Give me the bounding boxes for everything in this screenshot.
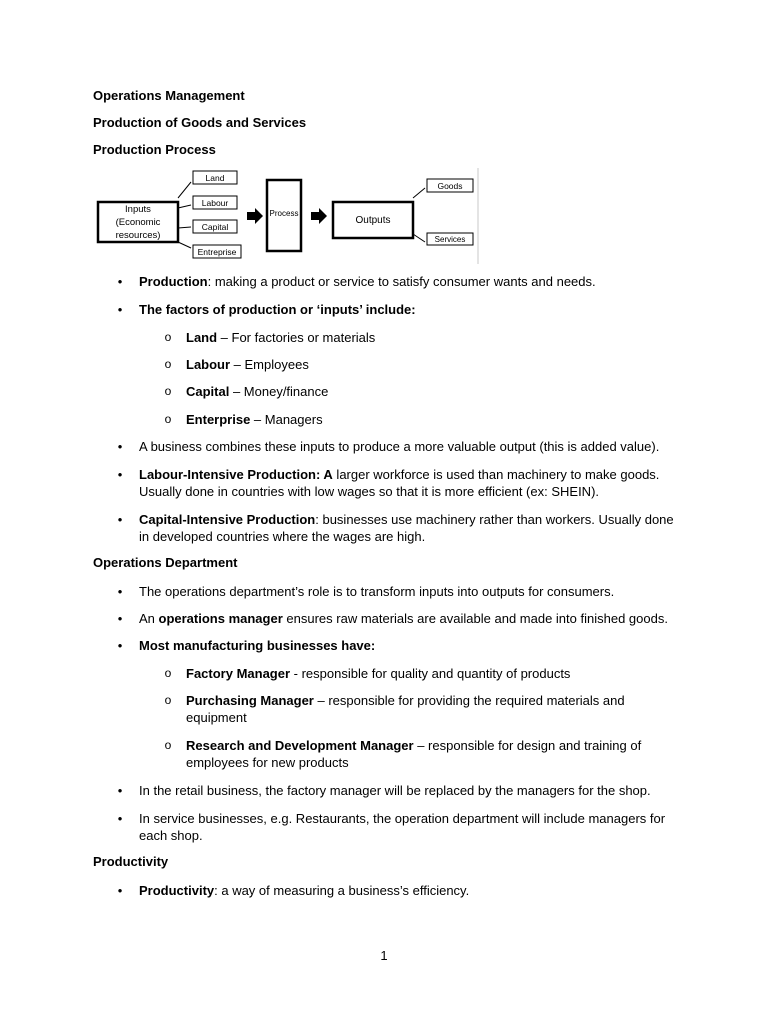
outputs-label: Outputs bbox=[355, 215, 391, 226]
term-enterprise: Enterprise bbox=[186, 412, 251, 427]
bullet-icon: • bbox=[117, 584, 123, 599]
connector-services bbox=[413, 234, 425, 242]
term-purchasing-manager: Purchasing Manager bbox=[186, 693, 314, 708]
combines-text: A business combines these inputs to produce a more valuable output (this is added value). bbox=[139, 439, 660, 454]
production-process-diagram bbox=[93, 168, 481, 264]
def-land: – For factories or materials bbox=[217, 330, 376, 345]
def-labour: – Employees bbox=[230, 357, 309, 372]
def-purchasing-manager: – responsible for providing the required materials and equipment bbox=[186, 693, 625, 725]
entreprise-label: Entreprise bbox=[197, 247, 237, 257]
sub-bullet-icon: o bbox=[164, 357, 172, 371]
def-productivity: : a way of measuring a business’s efficiency. bbox=[214, 883, 470, 898]
sub-bullet-icon: o bbox=[164, 666, 172, 680]
sub-bullet-icon: o bbox=[164, 412, 172, 426]
process-label: Process bbox=[269, 209, 299, 218]
role-text: The operations department’s role is to transform inputs into outputs for consumers. bbox=[139, 584, 615, 599]
bullet-icon: • bbox=[117, 467, 123, 482]
factors-title: The factors of production or ‘inputs’ include: bbox=[139, 302, 416, 317]
inputs-label-line1: Inputs bbox=[125, 204, 151, 215]
term-labour: Labour bbox=[186, 357, 231, 372]
term-factory-manager: Factory Manager bbox=[186, 666, 291, 681]
bullet-icon: • bbox=[117, 439, 123, 454]
bullet-icon: • bbox=[117, 783, 123, 798]
term-rd-manager: Research and Development Manager bbox=[186, 738, 414, 753]
bullet-icon: • bbox=[117, 883, 123, 898]
land-label: Land bbox=[205, 173, 225, 183]
bullet-icon: • bbox=[117, 611, 123, 626]
def-rd-manager: – responsible for design and training of employees for new products bbox=[186, 738, 642, 770]
connector-labour bbox=[178, 205, 191, 208]
term-operations-manager: operations manager bbox=[158, 611, 283, 626]
heading-production-process: Production Process bbox=[93, 142, 216, 157]
manager-post: ensures raw materials are available and made into finished goods. bbox=[282, 611, 668, 626]
page-number: 1 bbox=[380, 948, 388, 963]
sub-bullet-icon: o bbox=[164, 384, 172, 398]
bullet-icon: • bbox=[117, 512, 123, 527]
retail-text: In the retail business, the factory manager will be replaced by the managers for the shop. bbox=[139, 783, 651, 798]
sub-bullet-icon: o bbox=[164, 330, 172, 344]
def-factory-manager: - responsible for quality and quantity of products bbox=[290, 666, 571, 681]
def-capital: – Money/finance bbox=[229, 384, 329, 399]
arrow-to-process-icon bbox=[247, 208, 263, 224]
term-productivity: Productivity bbox=[139, 883, 215, 898]
bullet-icon: • bbox=[117, 274, 123, 289]
heading-operations-department: Operations Department bbox=[93, 555, 238, 570]
labour-label: Labour bbox=[201, 198, 229, 208]
sub-bullet-icon: o bbox=[164, 693, 172, 707]
service-text: In service businesses, e.g. Restaurants, the operation department will include managers for each shop. bbox=[139, 811, 666, 843]
def-capital-intensive: : businesses use machinery rather than workers. Usually done in developed countries where the wages are high. bbox=[139, 512, 674, 544]
capital-label: Capital bbox=[201, 222, 229, 232]
term-labour-intensive: Labour-Intensive Production: A bbox=[139, 467, 333, 482]
connector-capital bbox=[178, 227, 191, 228]
goods-label: Goods bbox=[437, 181, 463, 191]
arrow-to-outputs-icon bbox=[311, 208, 327, 224]
term-capital-intensive: Capital-Intensive Production bbox=[139, 512, 316, 527]
inputs-label-line2: (Economic bbox=[115, 217, 161, 228]
bullet-icon: • bbox=[117, 302, 123, 317]
term-production: Production bbox=[139, 274, 208, 289]
manager-pre: An bbox=[139, 611, 159, 626]
bullet-icon: • bbox=[117, 638, 123, 653]
connector-entreprise bbox=[178, 242, 191, 248]
connector-goods bbox=[413, 188, 425, 198]
most-title: Most manufacturing businesses have: bbox=[139, 638, 376, 653]
def-production: : making a product or service to satisfy consumer wants and needs. bbox=[207, 274, 596, 289]
inputs-label-line3: resources) bbox=[115, 230, 161, 241]
term-land: Land bbox=[186, 330, 218, 345]
def-enterprise: – Managers bbox=[250, 412, 323, 427]
bullet-icon: • bbox=[117, 811, 123, 826]
services-label: Services bbox=[434, 235, 466, 244]
sub-bullet-icon: o bbox=[164, 738, 172, 752]
term-capital: Capital bbox=[186, 384, 230, 399]
heading-production-goods-services: Production of Goods and Services bbox=[93, 115, 307, 130]
heading-operations-management: Operations Management bbox=[93, 88, 245, 103]
heading-productivity: Productivity bbox=[93, 854, 169, 869]
connector-land bbox=[178, 182, 191, 198]
def-labour-intensive: larger workforce is used than machinery to make goods. Usually done in countries with low wages so that it is more efficient (ex: SHEIN). bbox=[139, 467, 660, 499]
